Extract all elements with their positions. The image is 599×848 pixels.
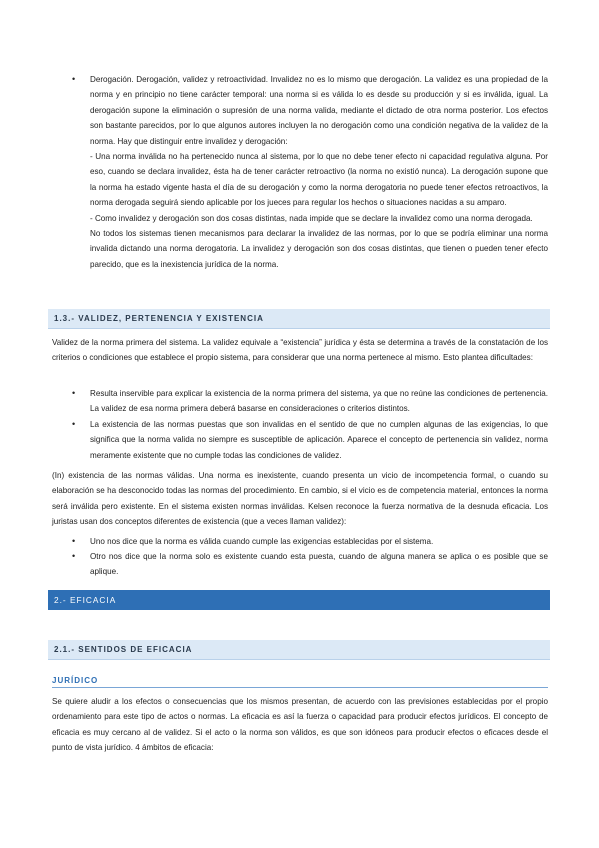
bullet-dot: • — [72, 551, 76, 561]
derogacion-paragraph: Derogación. Derogación, validez y retroactividad. Invalidez no es lo mismo que derogación. La validez es una propiedad de la norma y en principio no tiene carácter temporal: una norma si es válida lo es desde su producción y si es inválida, igual. La derogación supone la eliminación o supresión de una norma valida, mediante el dictado de otra norma posterior. Los efectos son bastante parecidos, por lo que algunos autores incluyen la no derogación como una condición negativa de la validez de la norma. Hay que distinguir entre invalidez y derogación: — [90, 75, 548, 146]
derogacion-point-1: - Una norma inválida no ha pertenecido nunca al sistema, por lo que no debe tener efecto ni capacidad regulativa alguna. Por eso, cuando se declara invalidez, ésta ha de tener carácter retroactivo (la norma no existió nunca). La derogación supone que la norma ha estado vigente hasta el día de su derogación y como la norma derogatoria no puede tener efectos retroactivos, la norma derogada seguirá siendo aplicable por los jueces para regular los hechos o situaciones nacidas a su amparo. — [90, 152, 548, 208]
bullet-dot: • — [72, 74, 76, 84]
juridico-paragraph: Se quiere aludir a los efectos o consecuencias que los mismos presentan, de acuerdo con las previsiones establecidas por el propio ordenamiento para este tipo de actos o normas. La eficacia es así la fuerza o capacidad para producir efectos jurídicos. El concepto de eficacia es muy cercano al de validez. Si el acto o la norma son válidos, es que son idóneos para producir efectos o eficaces desde el punto de vista jurídico. 4 ámbitos de eficacia: — [52, 697, 548, 753]
bullet-dot: • — [72, 536, 76, 546]
inexistencia-paragraph: (In) existencia de las normas válidas. Una norma es inexistente, cuando presenta un vicio de incompetencia formal, o cuando su elaboración se ha desconocido todas las normas del procedimiento. En cambio, si el vicio es de competencia material, entonces la norma será inválida pero existente. En el sistema existen normas inválidas. Kelsen reconoce la fuerza normativa de la desnuda eficacia. Los juristas usan dos conceptos diferentes de existencia (que a veces llaman validez): — [52, 471, 548, 527]
subheading-juridico: JURÍDICO — [52, 676, 548, 688]
derogacion-point-2: - Como invalidez y derogación son dos cosas distintas, nada impide que se declare la invalidez como una norma derogada. — [90, 213, 533, 223]
section-heading-1-3: 1.3.- VALIDEZ, PERTENENCIA Y EXISTENCIA — [48, 309, 550, 329]
derogacion-bullet — [90, 72, 548, 272]
bullet-dot: • — [72, 388, 76, 398]
validez-intro-paragraph: Validez de la norma primera del sistema. La validez equivale a “existencia” jurídica y ésta se determina a través de la constatación de los criterios o condiciones que establece el propio sistema, para considerar que una norma pertenece al mismo. Esto plantea dificultades: — [52, 338, 548, 363]
existencia-bullet-1: Uno nos dice que la norma es válida cuando cumple las exigencias establecidas por el sistema. — [90, 537, 434, 546]
bullet-dot: • — [72, 419, 76, 429]
dificultad-bullet-1: Resulta inservible para explicar la existencia de la norma primera del sistema, ya que no reúne las condiciones de pertenencia. La validez de esa norma primera deberá basarse en consideraciones o criterios distintos. — [90, 389, 548, 414]
existencia-bullet-2: Otro nos dice que la norma solo es existente cuando esta puesta, cuando de alguna manera se aplica o es posible que se aplique. — [90, 552, 548, 577]
section-heading-2: 2.- EFICACIA — [48, 590, 550, 610]
dificultad-bullet-2: La existencia de las normas puestas que son invalidas en el sentido de que no cumplen algunas de las exigencias, lo que significa que la norma valida no siempre es susceptible de aplicación. Aparece el concepto de pertenencia sin validez, norma meramente existente que no cumple todas las condiciones de validez. — [90, 420, 548, 460]
section-heading-2-1: 2.1.- SENTIDOS DE EFICACIA — [48, 640, 550, 660]
derogacion-closing: No todos los sistemas tienen mecanismos para declarar la invalidez de las normas, por lo que se podría eliminar una norma invalida dictando una norma derogatoria. La invalidez y derogación son dos cosas distintas, que tienen o pueden tener efecto parecido, que es la inexistencia jurídica de la norma. — [90, 229, 548, 269]
